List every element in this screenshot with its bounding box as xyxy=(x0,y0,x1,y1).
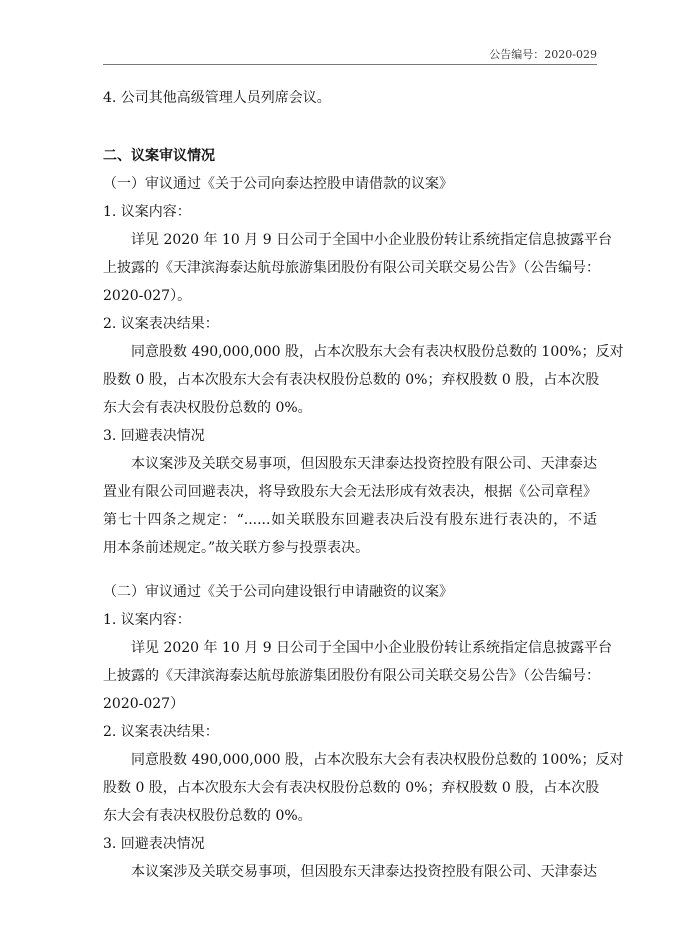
motion-1-recusal-line: 置业有限公司回避表决，将导致股东大会无法形成有效表决，根据《公司章程》 xyxy=(103,484,597,500)
page-header xyxy=(103,44,597,65)
motion-2-content-heading: 1. 议案内容： xyxy=(103,612,191,628)
motion-1-result-line: 同意股数 490,000,000 股，占本次股东大会有表决权股份总数的 100%；反对 xyxy=(131,344,624,360)
motion-2-content-line: 2020-027） xyxy=(103,696,185,712)
motion-2-content-line: 详见 2020 年 10 月 9 日公司于全国中小企业股份转让系统指定信息披露平台 xyxy=(131,640,613,656)
motion-2-result-line: 股数 0 股，占本次股东大会有表决权股份总数的 0%；弃权股数 0 股，占本次股 xyxy=(103,780,600,796)
motion-2-recusal-line: 本议案涉及关联交易事项，但因股东天津泰达投资控股有限公司、天津泰达 xyxy=(131,864,597,880)
motion-1-result-line: 东大会有表决权股份总数的 0%。 xyxy=(103,400,312,416)
motion-2-result-heading: 2. 议案表决结果： xyxy=(103,724,219,740)
motion-1-recusal-line: 用本条前述规定。”故关联方参与投票表决。 xyxy=(103,540,370,556)
section-heading: 二、议案审议情况 xyxy=(103,148,215,164)
motion-1-content-heading: 1. 议案内容： xyxy=(103,204,191,220)
attendance-item-4: 4. 公司其他高级管理人员列席会议。 xyxy=(103,90,331,106)
motion-2-content-line: 上披露的《天津滨海泰达航母旅游集团股份有限公司关联交易公告》（公告编号： xyxy=(103,668,600,684)
motion-1-content-line: 2020-027）。 xyxy=(103,288,192,304)
motion-1-content-line: 详见 2020 年 10 月 9 日公司于全国中小企业股份转让系统指定信息披露平台 xyxy=(131,232,613,248)
motion-1-result-line: 股数 0 股，占本次股东大会有表决权股份总数的 0%；弃权股数 0 股，占本次股 xyxy=(103,372,600,388)
motion-1-result-heading: 2. 议案表决结果： xyxy=(103,316,219,332)
motion-1-recusal-line: 本议案涉及关联交易事项，但因股东天津泰达投资控股有限公司、天津泰达 xyxy=(131,456,597,472)
motion-1-recusal-heading: 3. 回避表决情况 xyxy=(103,428,205,444)
motion-1-recusal-line: 第七十四条之规定：“......如关联股东回避表决后没有股东进行表决的，不适 xyxy=(103,512,597,528)
announcement-number: 公告编号：2020-029 xyxy=(489,48,597,61)
motion-2-title: （二）审议通过《关于公司向建设银行申请融资的议案》 xyxy=(103,584,453,600)
motion-2-recusal-heading: 3. 回避表决情况 xyxy=(103,836,205,852)
motion-1-title: （一）审议通过《关于公司向泰达控股申请借款的议案》 xyxy=(103,176,453,192)
motion-1-content-line: 上披露的《天津滨海泰达航母旅游集团股份有限公司关联交易公告》（公告编号： xyxy=(103,260,600,276)
motion-2-result-line: 东大会有表决权股份总数的 0%。 xyxy=(103,808,312,824)
motion-2-result-line: 同意股数 490,000,000 股，占本次股东大会有表决权股份总数的 100%；反对 xyxy=(131,752,624,768)
